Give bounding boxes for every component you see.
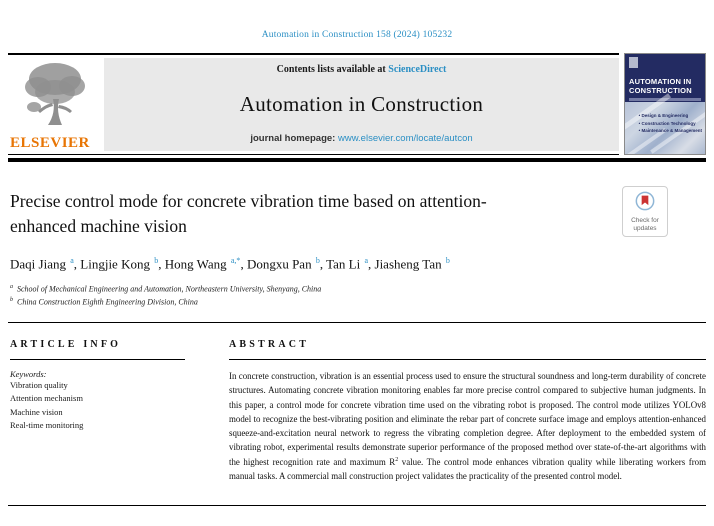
cover-topic-list — [639, 112, 702, 135]
abstract-text — [229, 369, 706, 483]
cover-topic-item: • Construction Technology — [639, 120, 702, 128]
author-name: Jiasheng Tan — [374, 256, 445, 272]
contents-line — [112, 64, 611, 75]
section-divider-bar — [8, 158, 706, 162]
author-affiliation-sup[interactable]: b — [315, 255, 320, 265]
keyword-item: Vibration quality — [10, 380, 68, 391]
info-abstract-columns — [10, 339, 706, 483]
check-for-updates-label: Check for updates — [631, 217, 659, 233]
masthead-gray-box — [104, 58, 619, 151]
affiliation-marker: a — [10, 284, 13, 291]
cover-topic-item: • Design & Engineering — [639, 112, 702, 120]
horizontal-rule-top — [8, 322, 706, 323]
affiliation-list — [10, 283, 714, 309]
author-affiliation-sup[interactable]: a — [70, 255, 74, 265]
homepage-line — [112, 133, 611, 144]
author-name: Dongxu Pan — [246, 256, 315, 272]
abstract-part2: value. The control mode enhances vibration quality while liberating workers from manual tasks. A commercial mall construction project validates the practicality of the presented control model. — [229, 456, 707, 481]
journal-header — [8, 53, 706, 155]
journal-title: Automation in Construction — [239, 91, 484, 116]
author-affiliation-sup[interactable]: a — [364, 255, 369, 265]
article-info-heading: ARTICLE INFO — [10, 339, 122, 351]
abstract-heading: ABSTRACT — [229, 339, 310, 351]
elsevier-logo — [8, 55, 104, 154]
abstract-rule — [229, 359, 706, 360]
abstract-column — [229, 339, 706, 483]
keyword-list — [10, 379, 185, 432]
check-for-updates-badge[interactable] — [622, 186, 668, 237]
author-affiliation-sup[interactable]: a,* — [230, 255, 241, 265]
keyword-item: Real-time monitoring — [10, 419, 84, 430]
cover-construction-photo — [625, 102, 705, 154]
abstract-part1: In concrete construction, vibration is an essential process used to ensure the structural soundness and long-term durability of concrete structures. Automating concrete vibration monitoring enables far more precise control compared to subjective human judgments. In this paper, a control mode for concrete vibration time used on the vibrating robot is proposed. The control mode utilizes YOLOv8 model to recognize the best-vibrating position and eliminate the rebar part of concrete surface image and employs attention-enhanced squeeze-and-excitation neural network to regress the vibrating completion degree. After deployment to the embedded system of vibrating robot, experimental results demonstrate superior performance of the proposed method over state-of-the-art algorithms with the highest recognition rate and maximum R — [229, 371, 706, 467]
cover-elsevier-mark-icon — [629, 57, 638, 68]
article-info-column — [10, 339, 185, 483]
author-name: Lingjie Kong — [80, 256, 154, 272]
author-affiliation-sup[interactable]: b — [445, 255, 450, 265]
affiliation-marker: b — [10, 297, 13, 304]
header-masthead — [8, 53, 619, 155]
citation-link[interactable]: Automation in Construction 158 (2024) 105232 — [261, 30, 453, 40]
cover-journal-title: AUTOMATION IN CONSTRUCTION — [629, 77, 692, 95]
author-name: Hong Wang — [164, 256, 230, 272]
elsevier-tree-icon — [22, 59, 88, 136]
homepage-url-link[interactable]: www.elsevier.com/locate/autcon — [337, 133, 473, 144]
keyword-item: Machine vision — [10, 406, 63, 417]
abstract-r-squared-sup: 2 — [395, 456, 399, 463]
author-name: Daqi Jiang — [10, 256, 70, 272]
journal-cover-thumbnail — [624, 53, 706, 155]
homepage-label: journal homepage: — [250, 133, 338, 144]
cover-topic-item: • Maintenance & Management — [639, 127, 702, 135]
crossmark-icon — [635, 198, 655, 215]
affiliation-item: $^a$ School of Mechanical Engineering and Automation, Northeastern University, Shenyang, China — [10, 284, 322, 294]
horizontal-rule-bottom — [8, 505, 706, 506]
article-title: Precise control mode for concrete vibration time based on attention-enhanced machine vision — [10, 191, 487, 237]
article-info-rule — [10, 359, 185, 360]
contents-prefix: Contents lists available at — [276, 64, 389, 75]
journal-citation — [0, 0, 714, 40]
keywords-label: Keywords: — [10, 369, 47, 380]
author-affiliation-sup[interactable]: b — [154, 255, 159, 265]
sciencedirect-link[interactable]: ScienceDirect — [388, 64, 447, 75]
keyword-item: Attention mechanism — [10, 393, 83, 404]
author-name: Tan Li — [326, 256, 364, 272]
author-list: Daqi Jiang $^a$, Lingjie Kong $^b$, Hong Wang $^{a,*}$, Dongxu Pan $^b$, Tan Li $^a$, Jiasheng Tan $^b$ — [10, 255, 450, 272]
affiliation-item: $^b$ China Construction Eighth Engineering Division, China — [10, 297, 198, 307]
elsevier-wordmark: ELSEVIER — [10, 135, 90, 151]
